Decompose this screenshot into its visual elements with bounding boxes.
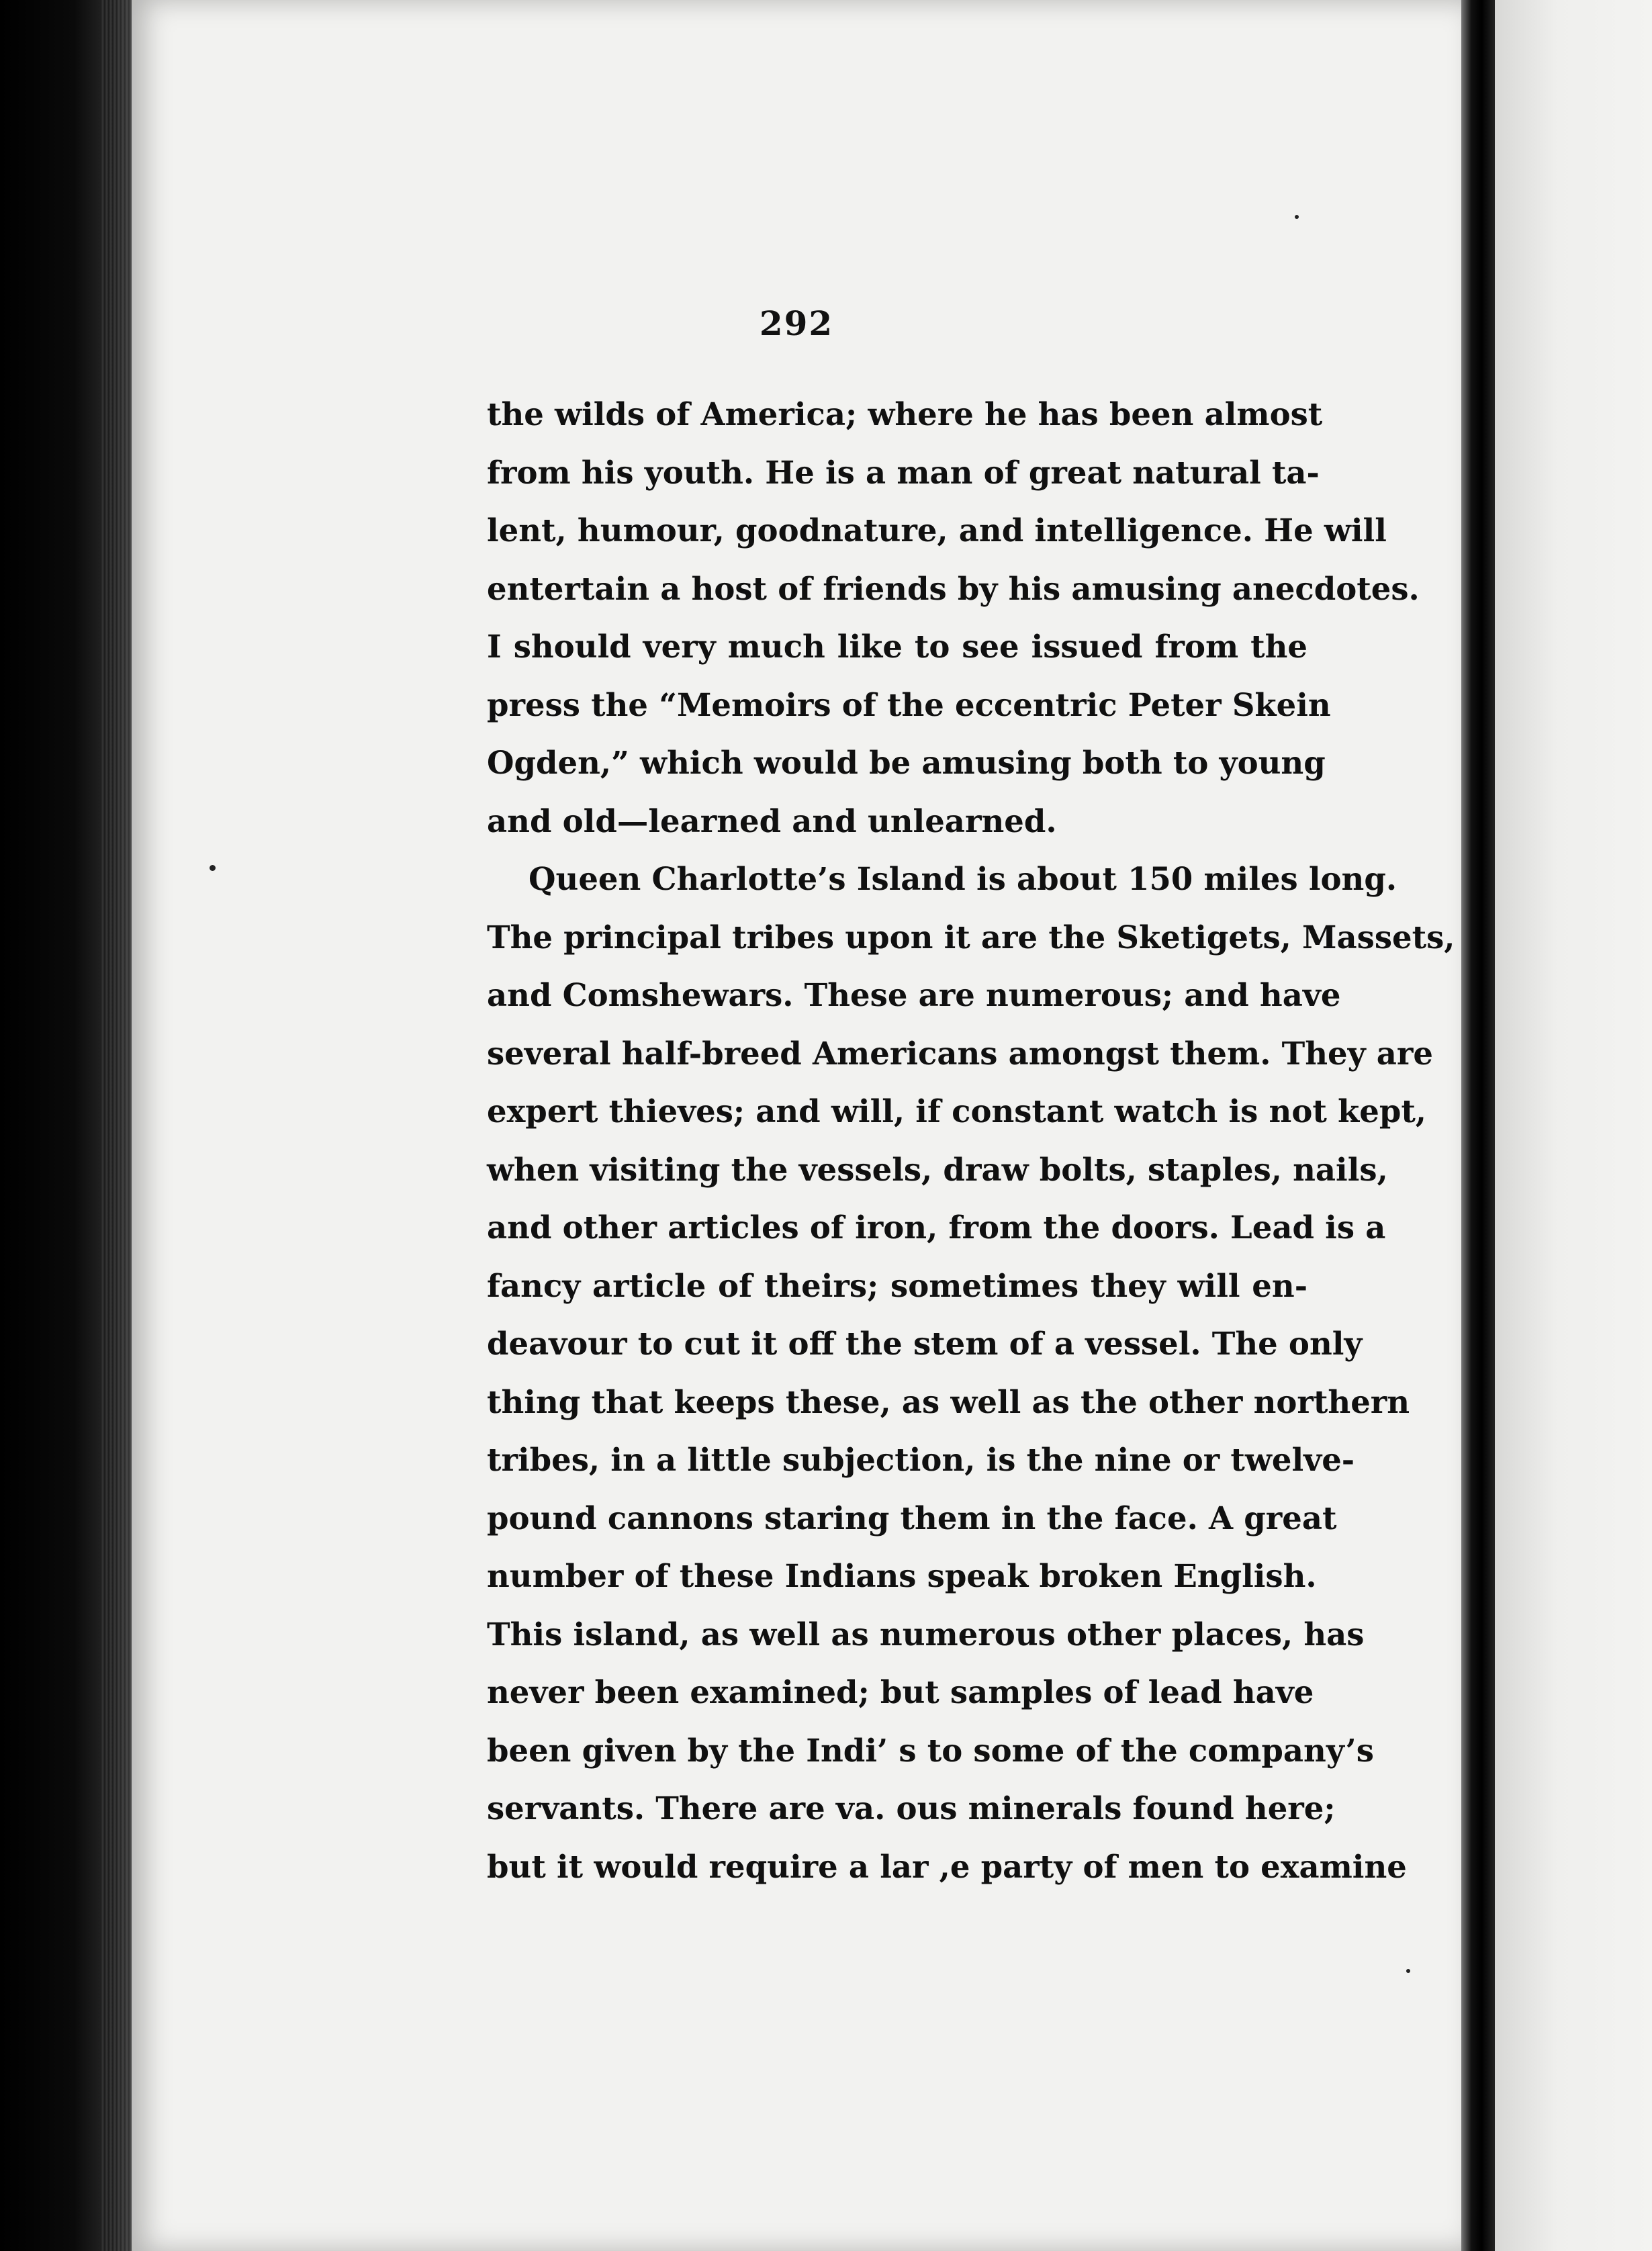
- text-line: and Comshewars. These are numerous; and have: [487, 976, 1341, 1013]
- text-line: and old—learned and unlearned.: [487, 802, 1057, 839]
- scan-speck: [1406, 1969, 1410, 1973]
- text-line: Queen Charlotte’s Island is about 150 miles long.: [529, 860, 1397, 897]
- page-edges: [101, 0, 134, 2251]
- text-line: thing that keeps these, as well as the other northern: [487, 1383, 1410, 1420]
- text-line: expert thieves; and will, if constant watch is not kept,: [487, 1093, 1426, 1130]
- text-line: been given by the Indi’ s to some of the company’s: [487, 1731, 1374, 1769]
- text-line: deavour to cut it off the stem of a vessel. The only: [487, 1325, 1363, 1362]
- text-line: lent, humour, goodnature, and intelligence. He will: [487, 512, 1387, 549]
- text-line: never been examined; but samples of lead have: [487, 1673, 1314, 1710]
- text-line: entertain a host of friends by his amusing anecdotes.: [487, 569, 1420, 607]
- text-line: from his youth. He is a man of great natural ta-: [487, 453, 1320, 491]
- page-gutter: [1461, 0, 1495, 2251]
- text-line: fancy article of theirs; sometimes they will en-: [487, 1267, 1307, 1304]
- text-line: several half-breed Americans amongst them. They are: [487, 1034, 1434, 1072]
- scan-speck: [210, 865, 216, 871]
- text-line: tribes, in a little subjection, is the nine or twelve-: [487, 1441, 1355, 1478]
- scan-speck: [1295, 215, 1299, 219]
- text-line: number of these Indians speak broken English.: [487, 1557, 1317, 1594]
- text-line: when visiting the vessels, draw bolts, staples, nails,: [487, 1150, 1388, 1188]
- adjacent-page-edge: [1495, 0, 1652, 2251]
- text-line: but it would require a lar ,e party of men to examine: [487, 1847, 1407, 1885]
- text-line: I should very much like to see issued from the: [487, 628, 1307, 665]
- text-line: the wilds of America; where he has been almost: [487, 396, 1323, 432]
- text-line: pound cannons staring them in the face. A great: [487, 1499, 1337, 1536]
- page-number: 292: [759, 304, 834, 343]
- text-line: servants. There are va. ous minerals found here;: [487, 1790, 1336, 1827]
- text-line: and other articles of iron, from the doors. Lead is a: [487, 1209, 1386, 1246]
- text-line: Ogden,” which would be amusing both to young: [487, 744, 1326, 781]
- text-line: The principal tribes upon it are the Sketigets, Massets,: [487, 918, 1455, 956]
- text-line: press the “Memoirs of the eccentric Peter Skein: [487, 686, 1331, 723]
- page-body-text: [487, 385, 1455, 1896]
- text-line: This island, as well as numerous other places, has: [487, 1615, 1365, 1653]
